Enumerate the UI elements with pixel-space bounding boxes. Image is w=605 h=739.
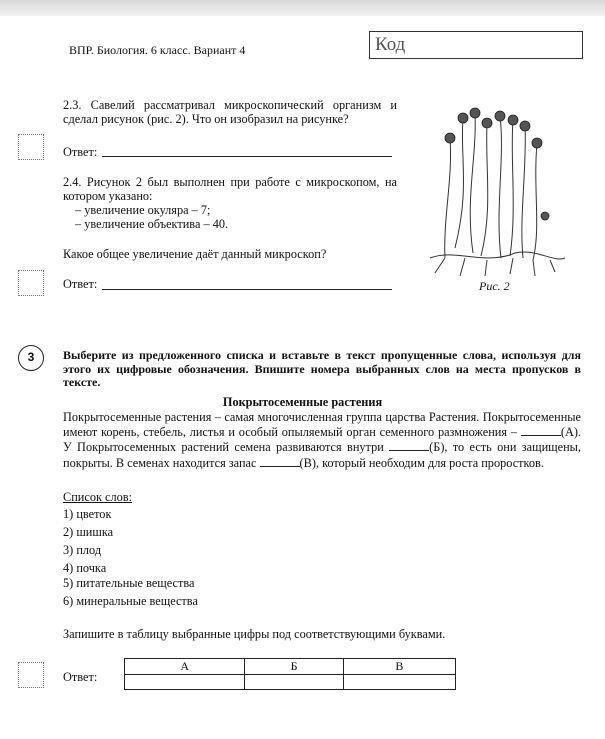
text-part-2: (А). У Покрытосеменных растений семена развиваются внутри <box>63 425 581 455</box>
text-part-1: Покрытосеменные растения – самая многочисленная группа царства Растения. Покрытосеменные имеют корень, стебель, листья и особый опыляемый орган семенного размножения – <box>63 410 581 440</box>
task-2-4-item: – увеличение объектива – 40. <box>75 217 229 231</box>
blank-b[interactable] <box>389 439 429 451</box>
page-header: ВПР. Биология. 6 класс. Вариант 4 <box>69 43 246 57</box>
code-field[interactable]: Код <box>369 31 583 59</box>
word-list-item: 2) шишка <box>63 525 114 539</box>
mold-fungus-drawing <box>415 98 575 278</box>
task-number-badge: 3 <box>18 345 44 371</box>
blank-c[interactable] <box>260 455 300 467</box>
score-box-2-4[interactable] <box>18 270 44 296</box>
task-3-title: Покрытосеменные растения <box>222 395 383 409</box>
word-list-item: 4) почка <box>63 561 107 575</box>
figure-caption: Рис. 2 <box>479 279 510 293</box>
answer-table <box>124 658 456 690</box>
score-box-3[interactable] <box>18 662 44 688</box>
score-box-2-3[interactable] <box>18 134 44 160</box>
task-2-3-text: 2.3. Савелий рассматривал микроскопический организм и сделал рисунок (рис. 2). Что он изобразил на рисунке? <box>63 98 397 127</box>
answer-line-2-4[interactable] <box>102 289 392 290</box>
blank-a[interactable] <box>521 424 561 436</box>
word-list-item: 3) плод <box>63 543 102 557</box>
answer-label-2-3: Ответ: <box>63 145 98 159</box>
text-part-3: (Б), то есть они защищены, покрыты. В семенах находится запас <box>63 440 581 470</box>
answer-cell-c[interactable] <box>343 675 455 690</box>
answer-cell-a[interactable] <box>125 675 245 690</box>
answer-label-2-4: Ответ: <box>63 277 98 291</box>
answer-line-2-3[interactable] <box>102 156 392 157</box>
word-list-item: 1) цветок <box>63 507 112 521</box>
answer-cell-b[interactable] <box>245 675 343 690</box>
word-list-item: 5) питательные вещества <box>63 576 195 590</box>
text-part-4: (В), который необходим для роста проростков. <box>299 455 544 470</box>
table-header-c: В <box>343 659 455 675</box>
task-2-4-item: – увеличение окуляра – 7; <box>75 203 211 217</box>
word-list-title: Список слов: <box>63 490 132 504</box>
task-2-4-question: Какое общее увеличение даёт данный микроскоп? <box>63 247 327 261</box>
task-3-text <box>63 410 581 470</box>
answer-label-3: Ответ: <box>63 670 98 684</box>
table-header-b: Б <box>245 659 343 675</box>
word-list-item: 6) минеральные вещества <box>63 594 198 608</box>
table-instruction: Запишите в таблицу выбранные цифры под соответствующими буквами. <box>63 627 446 641</box>
task-2-4-intro: 2.4. Рисунок 2 был выполнен при работе с микроскопом, на котором указано: <box>63 175 397 204</box>
task-3-instruction: Выберите из предложенного списка и вставьте в текст пропущенные слова, используя для этого их цифровые обозначения. Впишите номера выбранных слов на места пропусков в тексте. <box>63 348 581 390</box>
table-header-a: А <box>125 659 245 675</box>
top-bar <box>0 0 605 16</box>
